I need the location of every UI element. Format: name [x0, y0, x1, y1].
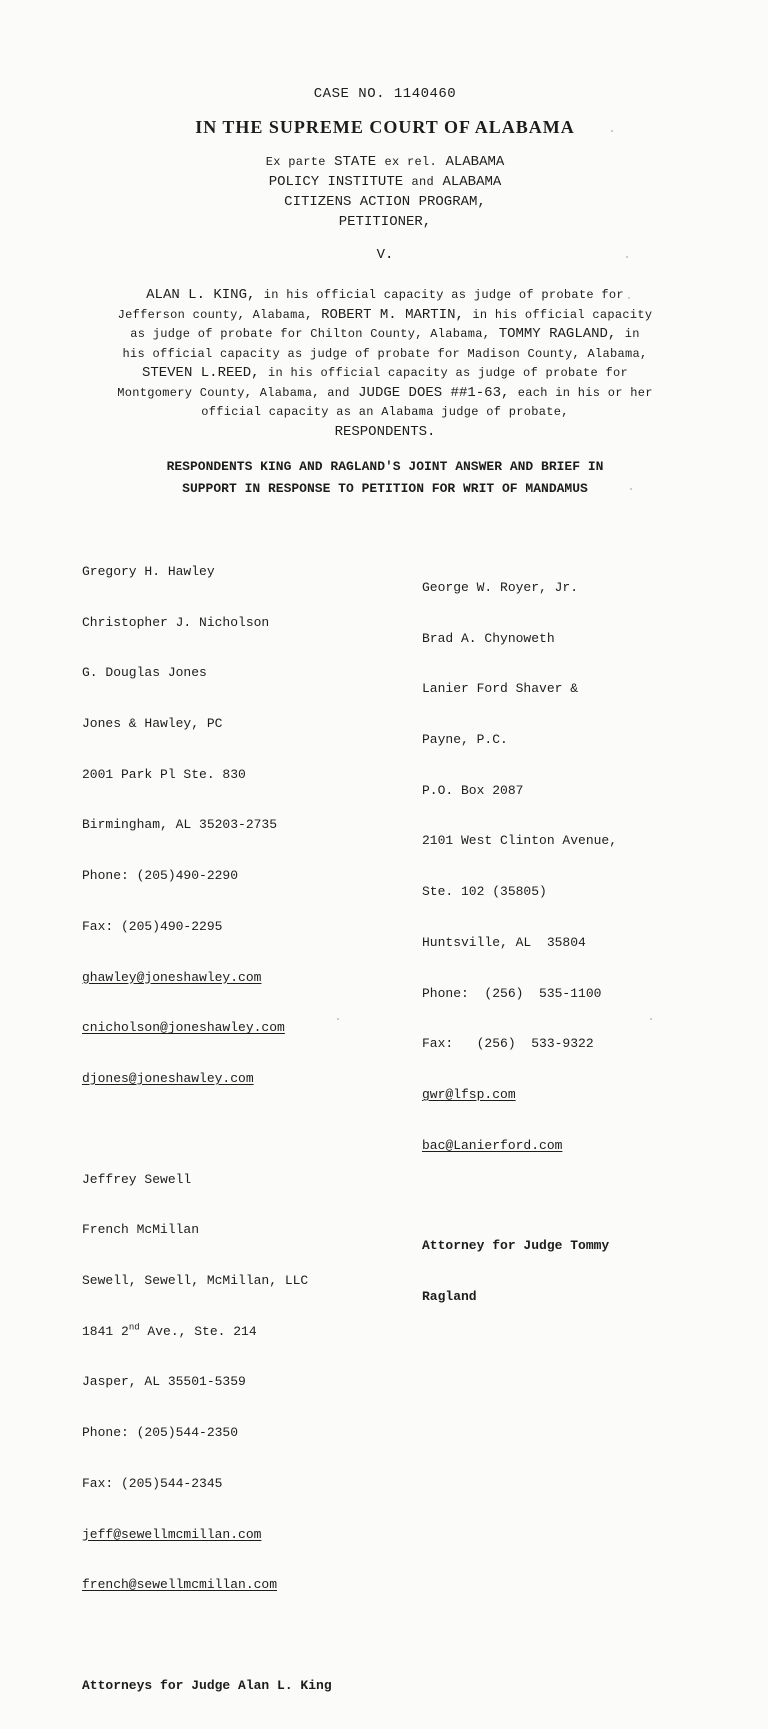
alabama-text-2: ALABAMA [442, 174, 502, 190]
counsel-line: Payne, P.C. [422, 731, 508, 747]
respondent-king: ALAN L. KING, [146, 287, 256, 303]
ex-parte-text: Ex parte [265, 155, 326, 169]
address-rest: Ave., Ste. 214 [139, 1323, 257, 1339]
petitioner-line-2 [60, 172, 710, 192]
petitioner-line-3: CITIZENS ACTION PROGRAM, [284, 194, 486, 210]
counsel-line: Huntsville, AL 35804 [422, 934, 586, 950]
address-ordinal: nd [128, 1322, 140, 1333]
spacer [82, 1122, 332, 1138]
capacity-text: official capacity as an Alabama judge of probate, [201, 405, 569, 419]
counsel-line: Gregory H. Hawley [82, 563, 215, 579]
email-link[interactable]: french@sewellmcmillan.com [82, 1577, 278, 1593]
petitioner-block [60, 152, 710, 232]
capacity-text: as judge of probate for Chilton County, Alabama, [130, 327, 491, 341]
capacity-text: in his official capacity as judge of probate for [267, 366, 629, 380]
counsel-line: Jasper, AL 35501-5359 [82, 1374, 246, 1390]
capacity-text: in his official capacity [472, 307, 653, 322]
counsel-address-line [82, 1324, 332, 1341]
counsel-line: French McMillan [82, 1222, 200, 1238]
respondent-line-7 [60, 403, 710, 423]
attorney-note-king: Attorneys for Judge Alan L. King [82, 1677, 332, 1693]
respondent-line-5 [60, 364, 710, 384]
respondents-block [60, 286, 710, 442]
counsel-line: Jeffrey Sewell [82, 1171, 192, 1187]
email-link[interactable]: djones@joneshawley.com [82, 1071, 254, 1086]
county-text: Montgomery County, Alabama, and [117, 385, 350, 400]
counsel-left-column [82, 530, 332, 1729]
county-text: Jefferson county, Alabama, [117, 307, 313, 322]
counsel-line: Fax: (205)490-2295 [82, 918, 223, 934]
attorney-note-ragland-1: Attorney for Judge Tommy [422, 1238, 610, 1254]
counsel-line: Birmingham, AL 35203-2735 [82, 817, 278, 833]
email-link[interactable]: bac@Lanierford.com [422, 1137, 563, 1153]
capacity-text: each in his or her [517, 385, 653, 400]
counsel-line: Fax: (205)544-2345 [82, 1475, 223, 1491]
counsel-line: Sewell, Sewell, McMillan, LLC [82, 1272, 309, 1288]
respondent-judge-does: JUDGE DOES ##1-63, [358, 384, 510, 401]
scan-speck [628, 297, 630, 299]
respondent-martin: ROBERT M. MARTIN, [321, 306, 464, 323]
spacer [82, 1628, 332, 1644]
scan-speck [626, 256, 628, 258]
email-link[interactable]: ghawley@joneshawley.com [82, 969, 262, 985]
address-number: 1841 2 [82, 1323, 129, 1339]
scan-speck [630, 488, 632, 490]
counsel-line: Christopher J. Nicholson [82, 614, 270, 630]
ex-rel-text: ex rel. [384, 155, 438, 169]
email-link[interactable]: jeff@sewellmcmillan.com [82, 1526, 262, 1542]
and-text: and [411, 175, 435, 189]
counsel-line: Phone: (256) 535-1100 [422, 985, 602, 1001]
respondent-line-2 [60, 306, 710, 326]
alabama-text: ALABAMA [445, 154, 505, 170]
counsel-line: P.O. Box 2087 [422, 782, 524, 798]
counsel-line: G. Douglas Jones [82, 665, 207, 681]
respondents-label: RESPONDENTS. [334, 423, 436, 440]
brief-title-line-1: RESPONDENTS KING AND RAGLAND'S JOINT ANSWER AND BRIEF IN [166, 459, 604, 474]
counsel-line: George W. Royer, Jr. [422, 579, 579, 595]
counsel-right-column [422, 546, 617, 1340]
scan-speck [650, 1018, 652, 1020]
policy-institute-text: POLICY INSTITUTE [268, 174, 404, 190]
scan-speck [337, 1018, 339, 1020]
capacity-text: in [624, 327, 640, 341]
spacer [422, 1188, 617, 1204]
counsel-line: Lanier Ford Shaver & [422, 681, 579, 697]
respondent-line-4 [60, 345, 710, 365]
brief-title [60, 456, 710, 500]
court-title: IN THE SUPREME COURT OF ALABAMA [195, 117, 575, 137]
counsel-line: Phone: (205)490-2290 [82, 868, 239, 884]
email-link[interactable]: gwr@lfsp.com [422, 1087, 516, 1102]
attorney-note-ragland-2: Ragland [422, 1288, 477, 1304]
email-link[interactable]: cnicholson@joneshawley.com [82, 1020, 285, 1036]
state-text: STATE [334, 154, 377, 170]
case-number: CASE NO. 1140460 [313, 86, 457, 102]
respondent-line-3 [60, 325, 710, 345]
petitioner-label: PETITIONER, [338, 214, 432, 230]
capacity-text: in his official capacity as judge of probate for [263, 288, 624, 302]
scan-speck [611, 130, 613, 132]
respondent-reed: STEVEN L.REED, [141, 365, 260, 381]
respondent-line-1 [60, 286, 710, 306]
counsel-line: 2001 Park Pl Ste. 830 [82, 766, 246, 782]
counsel-line: Jones & Hawley, PC [82, 715, 223, 731]
capacity-text: his official capacity as judge of probate for Madison County, Alabama, [122, 346, 648, 361]
counsel-line: Fax: (256) 533-9322 [422, 1036, 594, 1052]
counsel-line: Ste. 102 (35805) [422, 884, 547, 900]
petitioner-line-1 [60, 152, 710, 172]
counsel-line: Brad A. Chynoweth [422, 630, 555, 646]
counsel-line: Phone: (205)544-2350 [82, 1425, 239, 1441]
counsel-line: 2101 West Clinton Avenue, [422, 833, 618, 849]
respondent-line-6 [60, 384, 710, 404]
respondent-ragland: TOMMY RAGLAND, [498, 326, 617, 342]
versus: V. [376, 247, 394, 263]
brief-title-line-2: SUPPORT IN RESPONSE TO PETITION FOR WRIT OF MANDAMUS [182, 481, 588, 496]
